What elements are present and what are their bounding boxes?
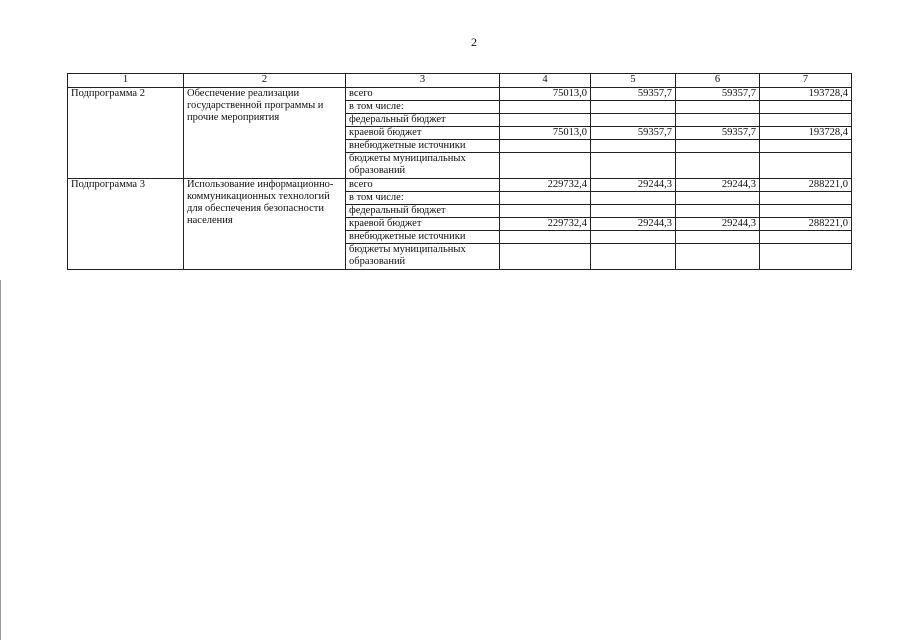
value-cell: [591, 244, 676, 270]
value-cell: [591, 153, 676, 179]
value-cell: [500, 140, 591, 153]
source-cell: бюджеты муниципальных образований: [346, 153, 500, 179]
value-cell: [760, 153, 852, 179]
value-cell: [760, 244, 852, 270]
table-row: [68, 88, 852, 101]
value-cell: 29244,3: [591, 179, 676, 192]
header-cell: 3: [346, 74, 500, 88]
value-cell: [676, 140, 760, 153]
source-cell: внебюджетные источники: [346, 231, 500, 244]
table-row: [68, 179, 852, 192]
value-cell: 29244,3: [676, 179, 760, 192]
header-cell: 6: [676, 74, 760, 88]
source-cell: федеральный бюджет: [346, 205, 500, 218]
source-cell: в том числе:: [346, 101, 500, 114]
value-cell: [676, 231, 760, 244]
value-cell: 29244,3: [591, 218, 676, 231]
value-cell: 59357,7: [591, 88, 676, 101]
header-cell: 1: [68, 74, 184, 88]
value-cell: [500, 231, 591, 244]
value-cell: [500, 114, 591, 127]
header-row: [68, 74, 852, 88]
value-cell: [676, 244, 760, 270]
value-cell: [591, 192, 676, 205]
value-cell: 59357,7: [591, 127, 676, 140]
description-cell: Использование информационно-коммуникационных технологий для обеспечения безопасности населения: [184, 179, 346, 270]
value-cell: 193728,4: [760, 88, 852, 101]
source-cell: краевой бюджет: [346, 218, 500, 231]
program-cell: Подпрограмма 2: [68, 88, 184, 179]
value-cell: [676, 101, 760, 114]
value-cell: [500, 244, 591, 270]
value-cell: 193728,4: [760, 127, 852, 140]
source-cell: всего: [346, 179, 500, 192]
value-cell: [591, 231, 676, 244]
source-cell: краевой бюджет: [346, 127, 500, 140]
value-cell: [676, 153, 760, 179]
source-cell: всего: [346, 88, 500, 101]
value-cell: [500, 192, 591, 205]
value-cell: [760, 205, 852, 218]
description-cell: Обеспечение реализации государственной программы и прочие мероприятия: [184, 88, 346, 179]
value-cell: [591, 205, 676, 218]
value-cell: [760, 192, 852, 205]
page-number: 2: [471, 35, 477, 49]
value-cell: [760, 101, 852, 114]
scan-edge-line: [0, 280, 1, 640]
program-cell: Подпрограмма 3: [68, 179, 184, 270]
value-cell: 59357,7: [676, 127, 760, 140]
value-cell: [591, 101, 676, 114]
value-cell: [591, 114, 676, 127]
value-cell: 59357,7: [676, 88, 760, 101]
header-cell: 2: [184, 74, 346, 88]
value-cell: 75013,0: [500, 127, 591, 140]
value-cell: 229732,4: [500, 179, 591, 192]
budget-table: [67, 73, 852, 270]
header-cell: 4: [500, 74, 591, 88]
value-cell: [676, 192, 760, 205]
value-cell: [760, 140, 852, 153]
value-cell: [676, 114, 760, 127]
source-cell: внебюджетные источники: [346, 140, 500, 153]
header-cell: 5: [591, 74, 676, 88]
header-cell: 7: [760, 74, 852, 88]
value-cell: [500, 153, 591, 179]
value-cell: [676, 205, 760, 218]
value-cell: 288221,0: [760, 218, 852, 231]
value-cell: 229732,4: [500, 218, 591, 231]
value-cell: [760, 114, 852, 127]
value-cell: [591, 140, 676, 153]
value-cell: [500, 101, 591, 114]
value-cell: [500, 205, 591, 218]
value-cell: 288221,0: [760, 179, 852, 192]
source-cell: в том числе:: [346, 192, 500, 205]
value-cell: [760, 231, 852, 244]
value-cell: 75013,0: [500, 88, 591, 101]
source-cell: федеральный бюджет: [346, 114, 500, 127]
value-cell: 29244,3: [676, 218, 760, 231]
source-cell: бюджеты муниципальных образований: [346, 244, 500, 270]
